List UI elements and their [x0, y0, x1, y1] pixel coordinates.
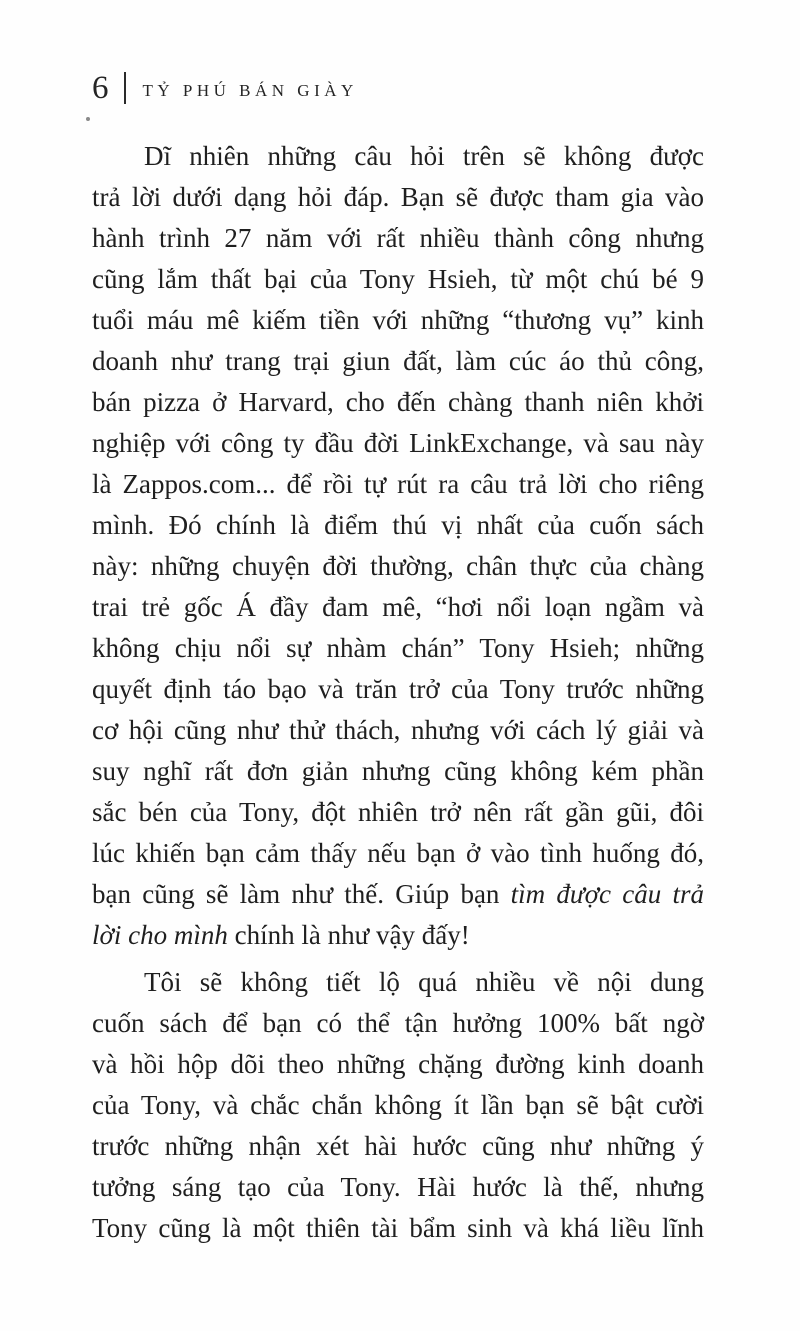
text-segment: Tony cũng là một thiên tài bẩm sinh và khá liều lĩnh: [92, 1213, 704, 1243]
text-segment: Dĩ nhiên những câu hỏi trên sẽ không được: [144, 141, 704, 171]
text-segment: sắc bén của Tony, đột nhiên trở nên rất gần gũi, đôi: [92, 797, 704, 827]
text-segment: tuổi máu mê kiếm tiền với những “thương vụ” kinh: [92, 305, 704, 335]
text-line: [92, 1003, 704, 1044]
paragraph: [92, 136, 704, 956]
text-line: [92, 962, 704, 1003]
scan-artifact-dot: [86, 117, 90, 121]
text-segment: mình. Đó chính là điểm thú vị nhất của cuốn sách: [92, 510, 704, 540]
text-line: [92, 915, 704, 956]
page-header: [92, 70, 358, 106]
text-line: [92, 464, 704, 505]
text-segment: lúc khiến bạn cảm thấy nếu bạn ở vào tình huống đó,: [92, 838, 704, 868]
text-line: [92, 1085, 704, 1126]
text-line: [92, 341, 704, 382]
text-segment: doanh như trang trại giun đất, làm cúc áo thủ công,: [92, 346, 704, 376]
text-block: [92, 136, 704, 1249]
text-line: [92, 587, 704, 628]
text-line: [92, 792, 704, 833]
text-line: [92, 300, 704, 341]
header-divider: [124, 72, 126, 104]
text-line: [92, 874, 704, 915]
italic-text-segment: tìm được câu trả: [510, 879, 704, 909]
text-segment: suy nghĩ rất đơn giản nhưng cũng không kém phần: [92, 756, 704, 786]
text-line: [92, 218, 704, 259]
text-segment: nghiệp với công ty đầu đời LinkExchange, và sau này: [92, 428, 704, 458]
text-line: [92, 1167, 704, 1208]
text-segment: cơ hội cũng như thử thách, nhưng với cách lý giải và: [92, 715, 704, 745]
text-segment: chính là như vậy đấy!: [227, 920, 470, 950]
italic-text-segment: lời cho mình: [92, 920, 228, 950]
text-segment: trai trẻ gốc Á đầy đam mê, “hơi nổi loạn ngầm và: [92, 592, 704, 622]
text-segment: và hồi hộp dõi theo những chặng đường kinh doanh: [92, 1049, 704, 1079]
paragraph: [92, 962, 704, 1249]
text-segment: cũng lắm thất bại của Tony Hsieh, từ một chú bé 9: [92, 264, 704, 294]
text-line: [92, 669, 704, 710]
page-number: 6: [92, 70, 109, 106]
running-title: TỶ PHÚ BÁN GIÀY: [142, 81, 358, 100]
text-segment: Tôi sẽ không tiết lộ quá nhiều về nội dung: [144, 967, 704, 997]
text-segment: trước những nhận xét hài hước cũng như những ý: [92, 1131, 704, 1161]
text-segment: trả lời dưới dạng hỏi đáp. Bạn sẽ được tham gia vào: [92, 182, 704, 212]
text-segment: cuốn sách để bạn có thể tận hưởng 100% bất ngờ: [92, 1008, 704, 1038]
text-segment: bạn cũng sẽ làm như thế. Giúp bạn: [92, 879, 511, 909]
text-segment: quyết định táo bạo và trăn trở của Tony trước những: [92, 674, 704, 704]
text-line: [92, 751, 704, 792]
text-line: [92, 628, 704, 669]
text-line: [92, 1126, 704, 1167]
text-line: [92, 259, 704, 300]
text-line: [92, 833, 704, 874]
text-segment: của Tony, và chắc chắn không ít lần bạn sẽ bật cười: [92, 1090, 704, 1120]
text-line: [92, 1208, 704, 1249]
text-line: [92, 1044, 704, 1085]
text-line: [92, 423, 704, 464]
text-line: [92, 177, 704, 218]
text-line: [92, 382, 704, 423]
text-segment: không chịu nổi sự nhàm chán” Tony Hsieh; những: [92, 633, 704, 663]
text-segment: này: những chuyện đời thường, chân thực của chàng: [92, 551, 704, 581]
text-line: [92, 546, 704, 587]
text-segment: hành trình 27 năm với rất nhiều thành công nhưng: [92, 223, 704, 253]
text-line: [92, 505, 704, 546]
text-segment: bán pizza ở Harvard, cho đến chàng thanh niên khởi: [92, 387, 704, 417]
text-segment: tưởng sáng tạo của Tony. Hài hước là thế, nhưng: [92, 1172, 704, 1202]
text-line: [92, 710, 704, 751]
text-line: [92, 136, 704, 177]
text-segment: là Zappos.com... để rồi tự rút ra câu trả lời cho riêng: [92, 469, 704, 499]
